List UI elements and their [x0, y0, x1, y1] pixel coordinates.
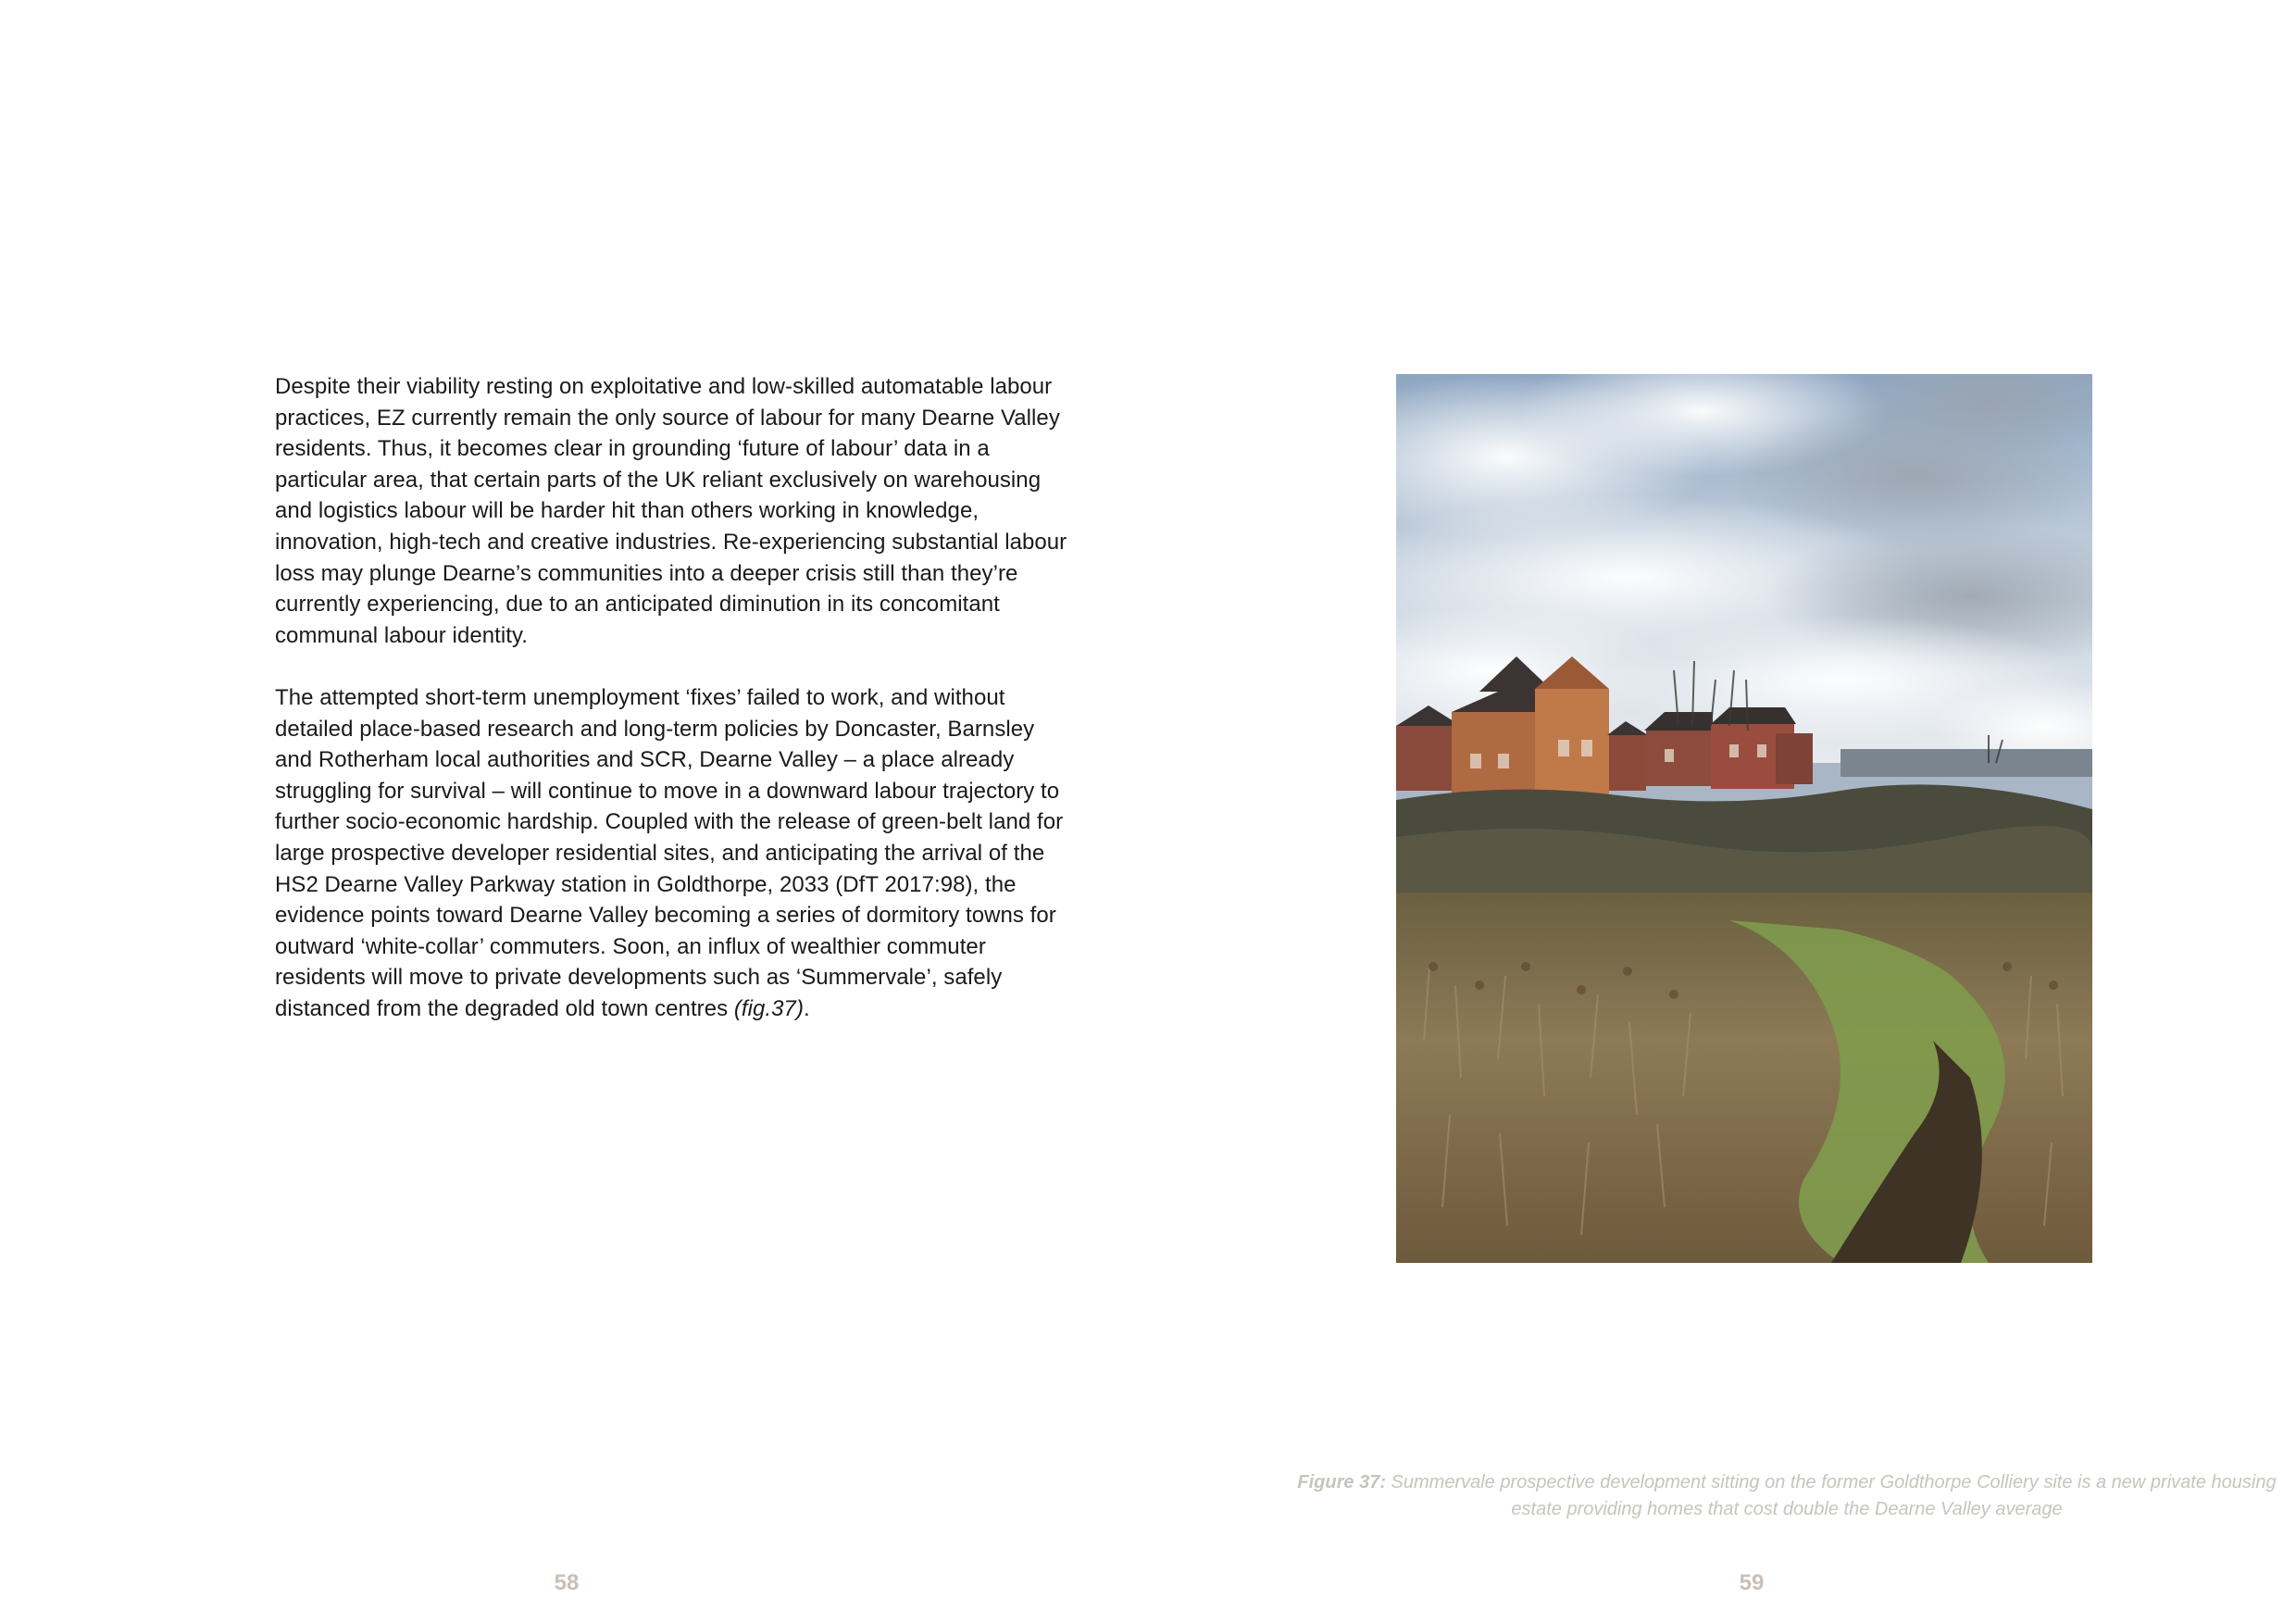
paragraph-2-end: . [804, 995, 810, 1021]
right-page [1148, 0, 2296, 1624]
landscape-photo-icon [1396, 374, 2092, 1263]
paragraph-1: Despite their viability resting on exploitative and low-skilled automatable labour practices, EZ currently remain the only source of labour for many Dearne Valley residents. Thus, it becomes clear in grounding ‘future of labour’ data in a particular area, that certain parts of the UK reliant exclusively on warehousing and logistics labour will be harder hit than others working in knowledge, innovation, high-tech and creative industries. Re-experiencing substantial labour loss may plunge Dearne’s communities into a deeper crisis still than they’re currently experiencing, due to an anticipated diminution in its concomitant communal labour identity. [275, 374, 1067, 648]
figure-reference: (fig.37) [733, 995, 804, 1021]
paragraph-2 [275, 682, 1071, 1025]
body-text [275, 371, 1071, 1024]
figure-label: Figure 37: [1297, 1472, 1386, 1493]
page-number-right: 59 [1739, 1570, 1765, 1595]
figure-photo [1396, 374, 2092, 1263]
caption-text: Summervale prospective development sitting on the former Goldthorpe Colliery site is a new private housing estate providing homes that cost double the Dearne Valley average [1391, 1472, 2277, 1519]
paragraph-2-text: The attempted short-term unemployment ‘fixes’ failed to work, and without detailed place-based research and long-term policies by Doncaster, Barnsley and Rotherham local authorities and SCR, Dearne Valley – a place already struggling for survival – will continue to move in a downward labour trajectory to further socio-economic hardship. Coupled with the release of green-belt land for large prospective developer residential sites, and anticipating the arrival of the HS2 Dearne Valley Parkway station in Goldthorpe, 2033 (DfT 2017:98), the evidence points toward Dearne Valley becoming a series of dormitory towns for outward ‘white-collar’ commuters. Soon, an influx of wealthier commuter residents will move to private developments such as ‘Summervale’, safely distanced from the degraded old town centres [275, 684, 1064, 1021]
page-number-left: 58 [554, 1570, 580, 1595]
figure-caption [1287, 1469, 2287, 1523]
